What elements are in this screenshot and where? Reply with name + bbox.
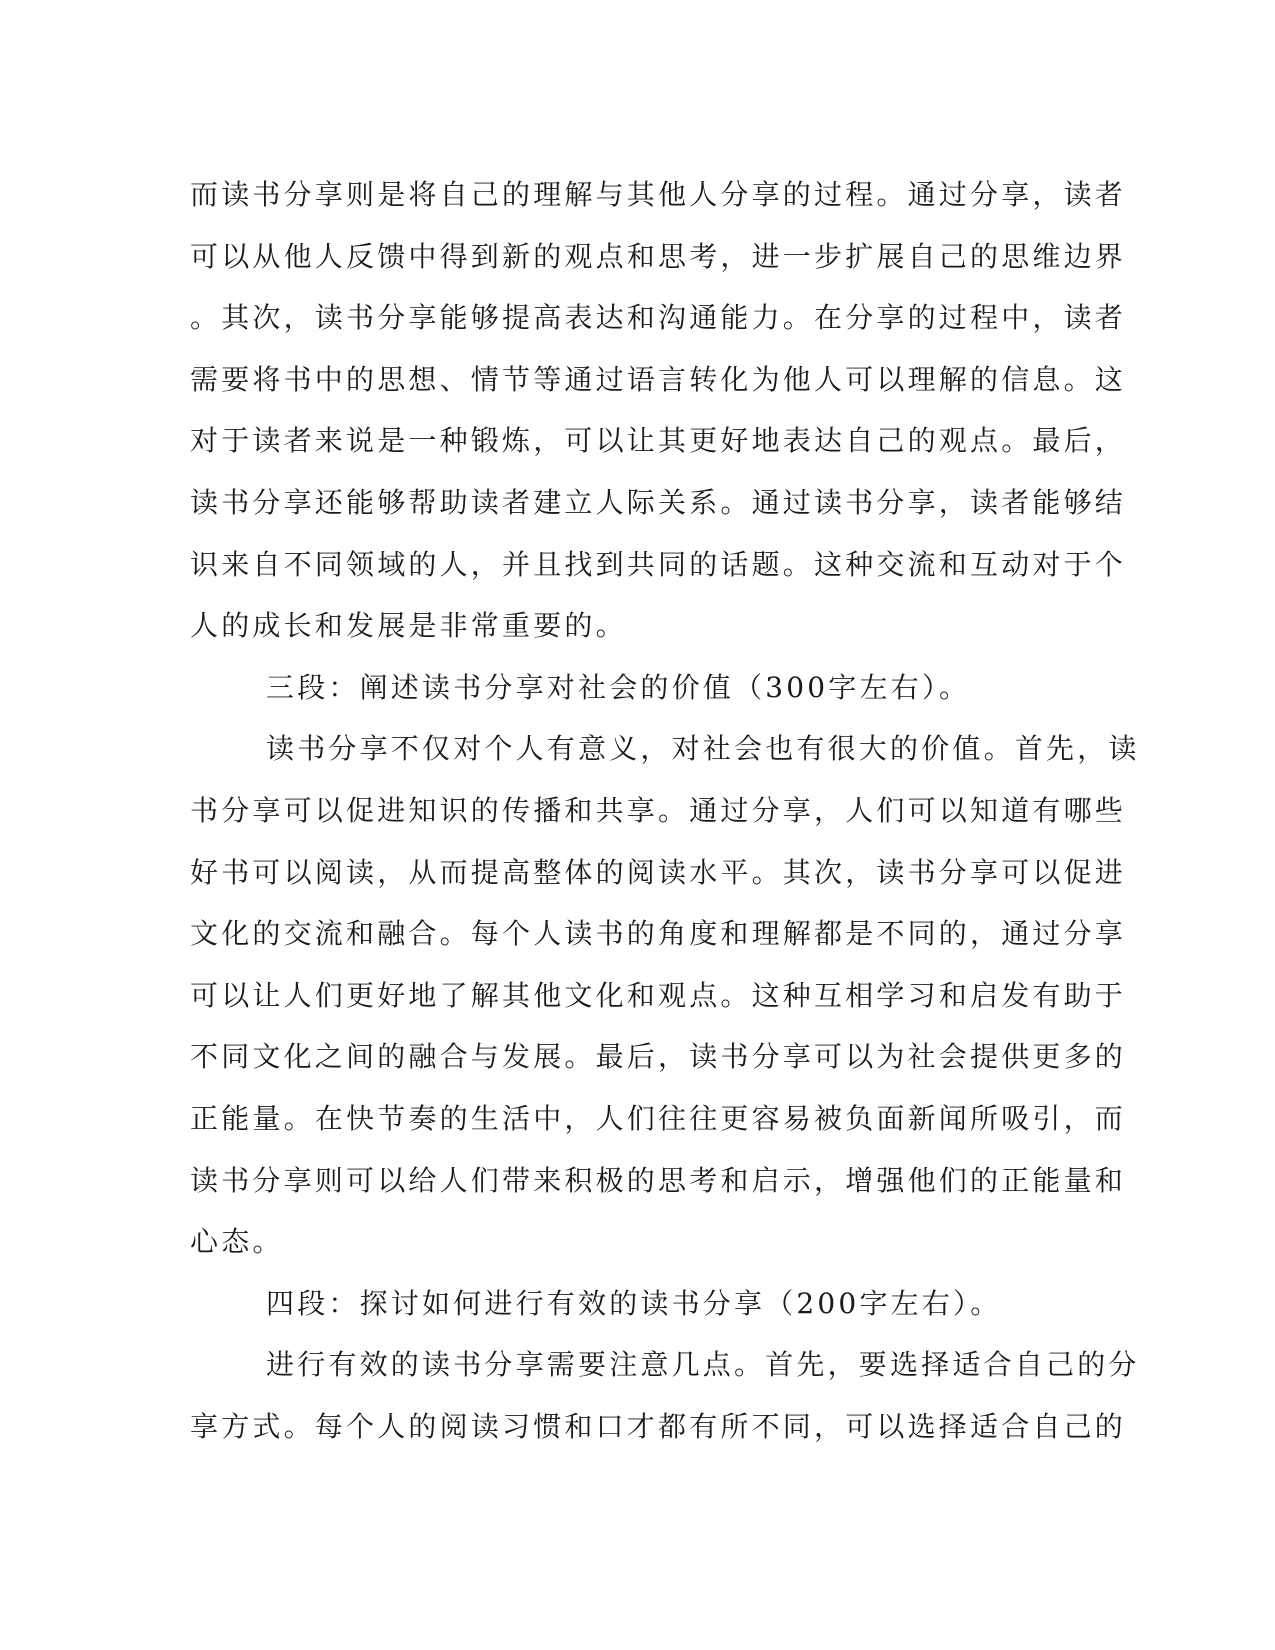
text-line: 享方式。每个人的阅读习惯和口才都有所不同，可以选择适合自己的 — [190, 1409, 1127, 1443]
text-line: 文化的交流和融合。每个人读书的角度和理解都是不同的，通过分享 — [190, 917, 1127, 951]
text-line: 需要将书中的思想、情节等通过语言转化为他人可以理解的信息。这 — [190, 362, 1127, 396]
text-line: 读书分享还能够帮助读者建立人际关系。通过读书分享，读者能够结 — [190, 485, 1127, 519]
text-line: 正能量。在快节奏的生活中，人们往往更容易被负面新闻所吸引，而 — [190, 1101, 1127, 1135]
text-line: 书分享可以促进知识的传播和共享。通过分享，人们可以知道有哪些 — [190, 793, 1127, 827]
text-line: 进行有效的读书分享需要注意几点。首先，要选择适合自己的分 — [266, 1348, 1140, 1382]
text-line: 不同文化之间的融合与发展。最后，读书分享可以为社会提供更多的 — [190, 1040, 1127, 1074]
text-line: 可以从他人反馈中得到新的观点和思考，进一步扩展自己的思维边界 — [190, 239, 1127, 273]
body-text — [190, 164, 1140, 1457]
section-heading-three: 三段：阐述读书分享对社会的价值（300字左右）。 — [266, 670, 971, 704]
text-line: 读书分享则可以给人们带来积极的思考和启示，增强他们的正能量和 — [190, 1163, 1127, 1197]
text-line: 心态。 — [190, 1225, 284, 1259]
text-line: 对于读者来说是一种锻炼，可以让其更好地表达自己的观点。最后， — [190, 424, 1127, 458]
section-heading-four: 四段：探讨如何进行有效的读书分享（200字左右）。 — [266, 1286, 1002, 1320]
text-line: 读书分享不仅对个人有意义，对社会也有很大的价值。首先，读 — [266, 732, 1140, 766]
text-line: 而读书分享则是将自己的理解与其他人分享的过程。通过分享，读者 — [190, 178, 1127, 211]
text-line: 识来自不同领域的人，并且找到共同的话题。这种交流和互动对于个 — [190, 547, 1127, 581]
text-line: 可以让人们更好地了解其他文化和观点。这种互相学习和启发有助于 — [190, 978, 1127, 1012]
text-line: 人的成长和发展是非常重要的。 — [190, 609, 627, 643]
text-line: 好书可以阅读，从而提高整体的阅读水平。其次，读书分享可以促进 — [190, 855, 1127, 889]
text-line: 。其次，读书分享能够提高表达和沟通能力。在分享的过程中，读者 — [190, 301, 1127, 335]
